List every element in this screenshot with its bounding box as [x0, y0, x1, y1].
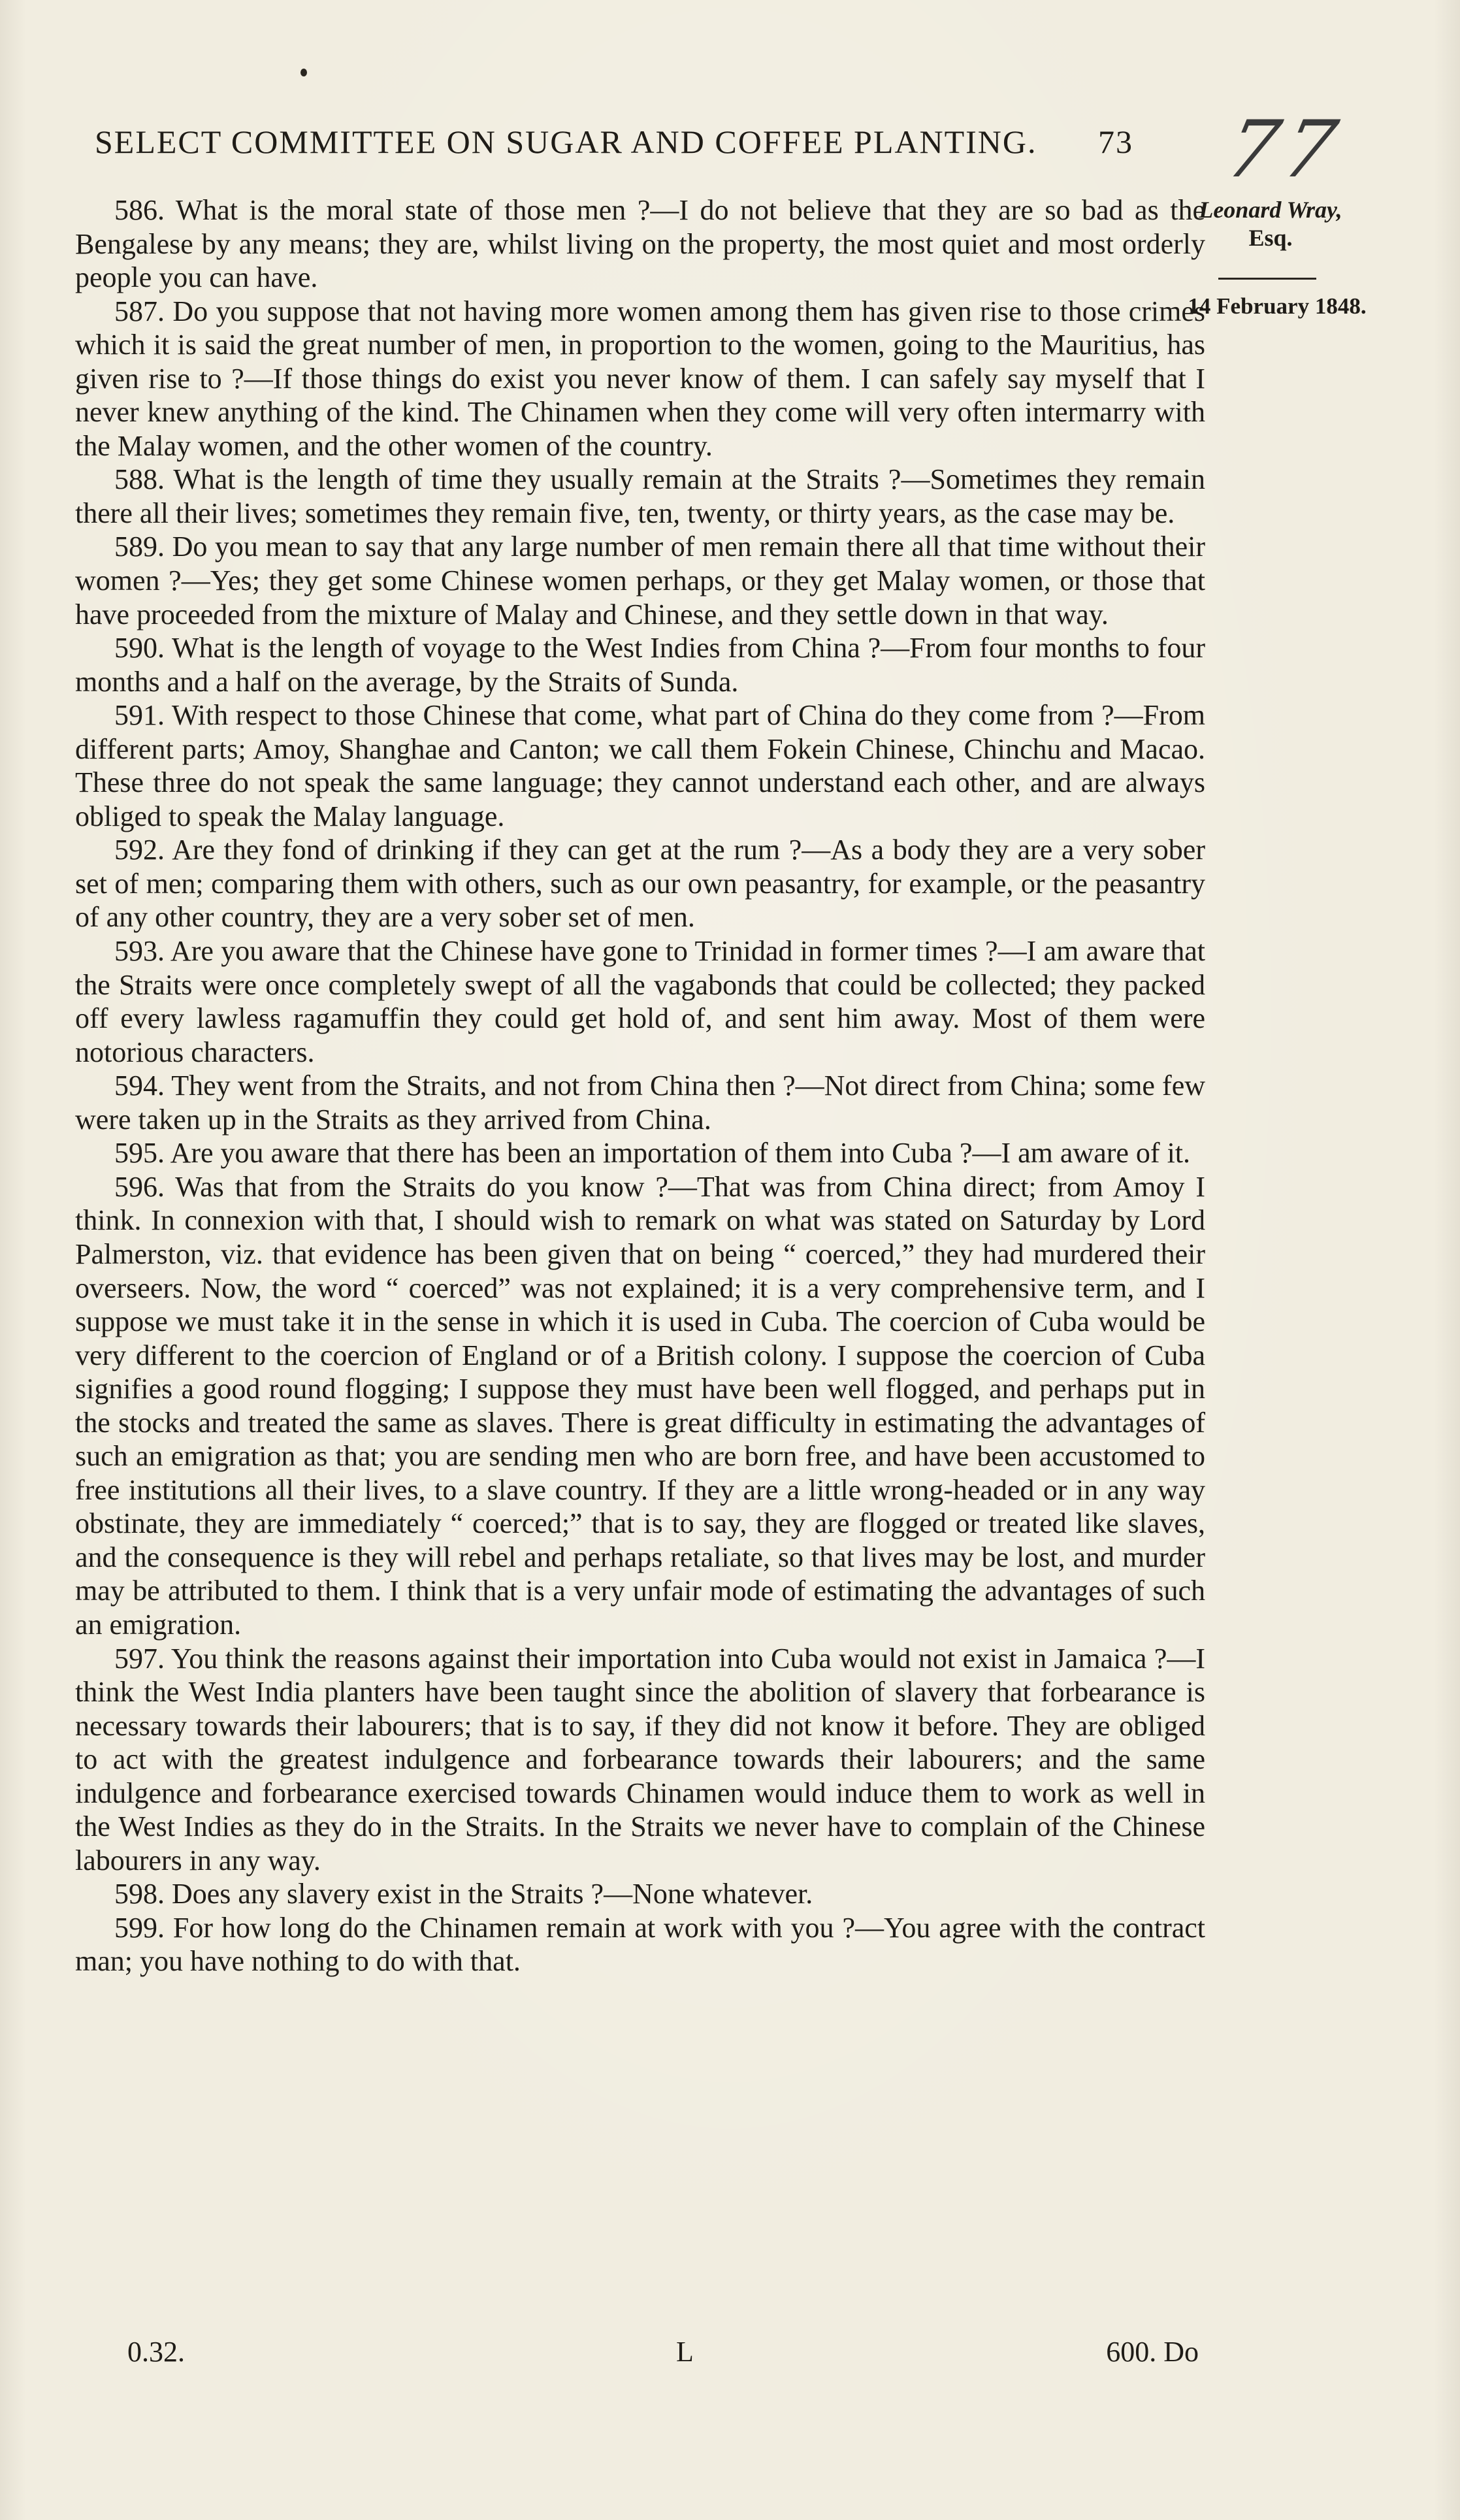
paragraph-596: 596. Was that from the Straits do you know ?—That was from China direct; from Amoy I think. In connexion with that, I should wish to remark on what was stated on Saturday by Lord Palmerston, viz. that evidence has been given that on being “ coerced,” they had murdered their overseers. Now, the word “ coerced” was not explained; it is a very comprehensive term, and I suppose we must take it in the sense in which it is used in Cuba. The coercion of Cuba would be very different to the coercion of England or of a British colony. I suppose the coercion of Cuba signifies a good round flogging; I suppose they must have been well flogged, and perhaps put in the stocks and treated the same as slaves. There is great difficulty in estimating the advantages of such an emigration as that; you are sending men who are born free, and have been accustomed to free institutions all their lives, to a slave country. If they are a little wrong-headed or in any way obstinate, they are immediately “ coerced;” that is to say, they are flogged or treated like slaves, and the consequence is they will rebel and perhaps retaliate, so that lives may be lost, and murder may be attributed to them. I think that is a very unfair mode of estimating the advantages of such an emigration. [75, 1170, 1205, 1641]
paragraph-595: 595. Are you aware that there has been an importation of them into Cuba ?—I am aware of it. [114, 1137, 1191, 1170]
witness-suffix: Esq. [1248, 225, 1293, 252]
paragraph-587: 587. Do you suppose that not having more women among them has given rise to those crimes which it is said the great number of men, in proportion to the women, going to the Mauritius, has given rise to ?—If those things do exist you never know of them. I can safely say myself that I never knew anything of the kind. The Chinamen when they come will very often intermarry with the Malay women, and the other women of the country. [75, 295, 1205, 462]
paragraph-593: 593. Are you aware that the Chinese have gone to Trinidad in former times ?—I am aware that the Straits were once completely swept of all the vagabonds that could be collected; they packed off every lawless ragamuffin they could get hold of, and sent him away. Most of them were notorious characters. [75, 935, 1205, 1068]
paragraph-588: 588. What is the length of time they usually remain at the Straits ?—Sometimes they remain there all their lives; sometimes they remain five, ten, twenty, or thirty years, as the case may be. [75, 463, 1205, 529]
paragraph-598: 598. Does any slavery exist in the Straits ?—None whatever. [114, 1878, 813, 1910]
paragraph-594: 594. They went from the Straits, and not from China then ?—Not direct from China; some few were taken up in the Straits as they arrived from China. [75, 1070, 1205, 1136]
running-header [95, 123, 1133, 161]
header-title: SELECT COMMITTEE ON SUGAR AND COFFEE PLANTING. [95, 123, 1037, 160]
paragraph-590: 590. What is the length of voyage to the West Indies from China ?—From four months to four months and a half on the average, by the Straits of Sunda. [75, 632, 1205, 698]
paragraph-589: 589. Do you mean to say that any large number of men remain there all that time without their women ?—Yes; they get some Chinese women perhaps, or they get Malay women, or those that have proceeded from the mixture of Malay and Chinese, and they settle down in that way. [75, 531, 1205, 630]
ink-speck [300, 69, 307, 76]
catchword: 600. Do [1106, 2336, 1199, 2368]
paragraph-597: 597. You think the reasons against their importation into Cuba would not exist in Jamaica ?—I think the West India planters have been taught since the abolition of slavery that forbearance is necessary towards their labourers; that is to say, if they did not know it before. They are obliged to act with the greatest indulgence and forbearance towards their labourers; and the same indulgence and forbearance exercised towards Chinamen would induce them to work as well in the West Indies as they do in the Straits. In the Straits we never have to complain of the Chinese labourers in any way. [75, 1642, 1205, 1876]
paragraph-586: 586. What is the moral state of those men ?—I do not believe that they are so bad as the Bengalese by any means; they are, whilst living on the property, the most quiet and most orderly people you can have. [75, 194, 1205, 294]
handwritten-folio-number: 77 [1218, 105, 1351, 195]
footer-reference: 0.32. [127, 2336, 185, 2368]
witness-name: Leonard Wray, [1199, 197, 1342, 223]
margin-divider [1218, 278, 1316, 280]
paragraph-591: 591. With respect to those Chinese that come, what part of China do they come from ?—From different parts; Amoy, Shanghae and Canton; we call them Fokein Chinese, Chinchu and Macao. These three do not speak the same language; they cannot understand each other, and are always obliged to speak the Malay language. [75, 699, 1205, 832]
page-footer [127, 2335, 1199, 2374]
signature-mark: L [676, 2336, 694, 2368]
paragraph-592: 592. Are they fond of drinking if they can get at the rum ?—As a body they are a very sober set of men; comparing them with others, such as our own peasantry, for example, or the peasantry of any other country, they are a very sober set of men. [75, 834, 1205, 934]
testimony-body [75, 193, 1205, 1978]
paragraph-599: 599. For how long do the Chinamen remain at work with you ?—You agree with the contract man; you have nothing to do with that. [75, 1911, 1205, 1978]
margin-date: 14 February 1848. [1188, 293, 1367, 319]
page-number: 73 [1098, 123, 1133, 160]
